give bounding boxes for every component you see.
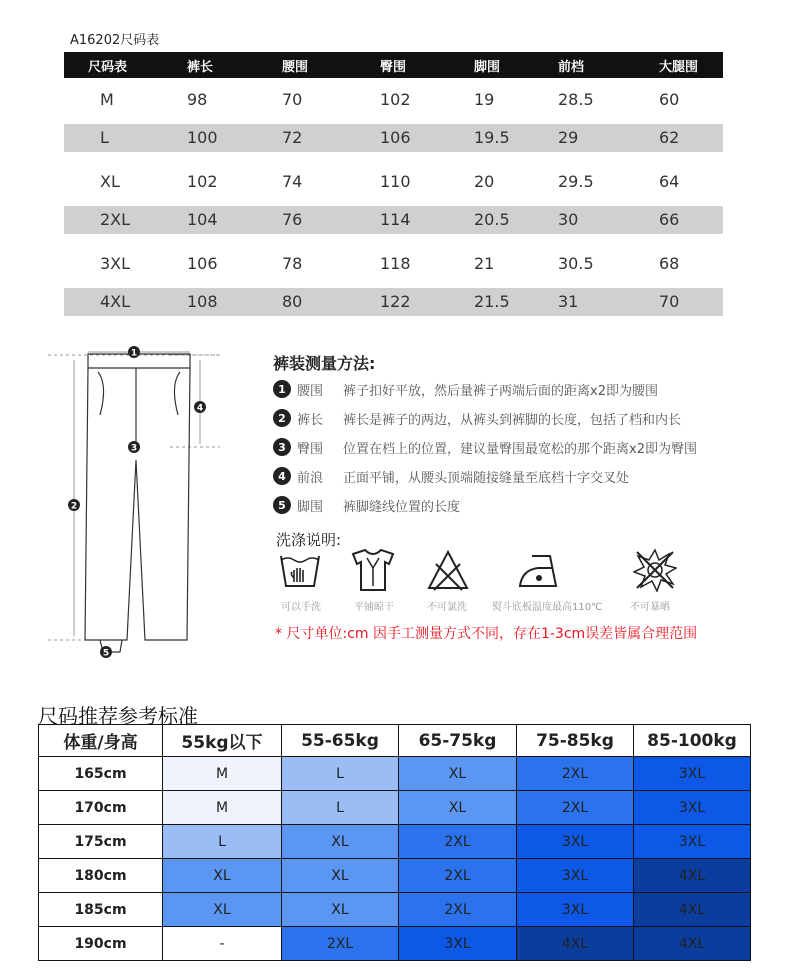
svg-text:5: 5	[102, 648, 110, 659]
measure-desc: 裤子扣好平放，然后量裤子两端后面的距离x2即为腰围	[343, 383, 658, 399]
measure-item	[273, 465, 629, 487]
size-table-header-cell: 臀围	[380, 59, 407, 75]
recommend-size-cell: XL	[399, 757, 517, 791]
size-table-row	[64, 206, 723, 234]
recommend-title: 尺码推荐参考标准	[38, 704, 198, 728]
recommend-size-cell: 3XL	[517, 859, 634, 893]
size-table-cell: 30	[558, 210, 579, 229]
size-table-cell: 64	[659, 172, 680, 191]
recommend-size-cell: 4XL	[634, 927, 751, 961]
size-table-cell: 31	[558, 292, 579, 311]
size-table-cell: 20	[474, 172, 495, 191]
svg-text:4: 4	[196, 403, 204, 414]
measure-desc: 正面平铺，从腰头顶端随接缝量至底档十字交叉处	[343, 470, 630, 486]
hand-wash-icon	[278, 548, 322, 592]
size-table-cell: 66	[659, 210, 680, 229]
size-table-cell: 104	[187, 210, 218, 229]
recommend-height-cell: 180cm	[39, 859, 163, 893]
measure-number-icon: 3	[273, 438, 291, 456]
measure-name: 脚围	[297, 499, 324, 515]
size-table-header	[64, 52, 723, 78]
size-table-cell: 72	[282, 128, 303, 147]
recommend-size-cell: 4XL	[517, 927, 634, 961]
size-table-row	[64, 124, 723, 152]
size-table-cell: 102	[187, 172, 218, 191]
size-table-cell: 102	[380, 90, 411, 109]
recommend-height-cell: 185cm	[39, 893, 163, 927]
size-table-row	[64, 160, 723, 201]
wash-label: 平铺晾干	[354, 602, 394, 613]
recommend-size-cell: 3XL	[634, 825, 751, 859]
size-table-header-cell: 尺码表	[88, 59, 128, 75]
recommend-size-cell: 3XL	[517, 825, 634, 859]
measure-item	[273, 378, 658, 400]
size-table-cell: 78	[282, 254, 303, 273]
no-sun-icon	[633, 548, 677, 592]
pants-diagram	[40, 340, 230, 665]
recommend-size-cell: L	[163, 825, 282, 859]
size-table-cell: 98	[187, 90, 208, 109]
size-table-cell: 100	[187, 128, 218, 147]
size-table-cell: 106	[187, 254, 218, 273]
measure-item	[273, 436, 697, 458]
recommend-row	[39, 757, 751, 791]
recommend-header-cell: 55-65kg	[282, 725, 399, 757]
recommend-header-cell: 75-85kg	[517, 725, 634, 757]
diagram-marker-5	[100, 646, 112, 659]
recommend-size-cell: 2XL	[517, 791, 634, 825]
size-table-header-cell: 前档	[558, 59, 585, 75]
size-table-cell: 3XL	[100, 254, 131, 273]
diagram-marker-3	[128, 441, 140, 454]
recommend-height-cell: 190cm	[39, 927, 163, 961]
size-table-header-cell: 大腿围	[659, 59, 699, 75]
size-table-cell: 19	[474, 90, 495, 109]
recommend-size-cell: 3XL	[634, 791, 751, 825]
recommend-table	[38, 724, 751, 961]
measure-item	[273, 494, 460, 516]
diagram-markers	[68, 346, 206, 659]
recommend-size-cell: XL	[282, 825, 399, 859]
recommend-size-cell: 4XL	[634, 893, 751, 927]
recommend-size-cell: XL	[163, 859, 282, 893]
recommend-size-cell: -	[163, 927, 282, 961]
size-table-cell: 2XL	[100, 210, 131, 229]
wash-label: 不可暴晒	[630, 602, 670, 613]
recommend-height-cell: 165cm	[39, 757, 163, 791]
wash-label: 不可氯洗	[427, 602, 467, 613]
wash-title: 洗涤说明:	[276, 531, 342, 549]
size-table-header-cell: 腰围	[282, 59, 309, 75]
size-table-cell: 20.5	[474, 210, 510, 229]
diagram-marker-2	[68, 499, 80, 512]
size-table-cell: 29.5	[558, 172, 594, 191]
recommend-row	[39, 825, 751, 859]
recommend-size-cell: 2XL	[517, 757, 634, 791]
no-bleach-icon	[426, 548, 470, 592]
diagram-marker-1	[128, 346, 140, 359]
recommend-header-row	[39, 725, 751, 757]
recommend-row	[39, 893, 751, 927]
recommend-header-cell: 65-75kg	[399, 725, 517, 757]
measure-name: 腰围	[297, 383, 324, 399]
iron-icon	[518, 548, 562, 592]
size-table-cell: 19.5	[474, 128, 510, 147]
measure-desc: 位置在档上的位置，建议量臀围最宽松的那个距离x2即为臀围	[343, 441, 697, 457]
size-table-cell: 28.5	[558, 90, 594, 109]
size-table-row	[64, 242, 723, 283]
measure-number-icon: 1	[273, 380, 291, 398]
size-table-cell: M	[100, 90, 114, 109]
size-table-header-cell: 裤长	[187, 59, 214, 75]
recommend-size-cell: L	[282, 791, 399, 825]
wash-label: 熨斗底板温度最高110℃	[492, 602, 603, 613]
recommend-header-cell: 体重/身高	[39, 725, 163, 757]
recommend-header-cell: 55kg以下	[163, 725, 282, 757]
measure-name: 前浪	[297, 470, 324, 486]
size-table-cell: 21.5	[474, 292, 510, 311]
svg-text:1: 1	[130, 348, 138, 359]
recommend-size-cell: 3XL	[517, 893, 634, 927]
wash-label: 可以手洗	[281, 602, 321, 613]
recommend-size-cell: L	[282, 757, 399, 791]
recommend-size-cell: XL	[163, 893, 282, 927]
recommend-size-cell: 2XL	[399, 893, 517, 927]
size-table-row	[64, 78, 723, 119]
size-note: * 尺寸单位:cm 因手工测量方式不同，存在1-3cm误差皆属合理范围	[275, 626, 698, 642]
size-table-cell: 21	[474, 254, 495, 273]
size-table-cell: 76	[282, 210, 303, 229]
recommend-row	[39, 927, 751, 961]
recommend-size-cell: 2XL	[399, 859, 517, 893]
recommend-size-cell: XL	[282, 859, 399, 893]
recommend-header-cell: 85-100kg	[634, 725, 751, 757]
measure-item	[273, 407, 681, 429]
product-code: A16202尺码表	[70, 33, 160, 48]
size-table	[64, 52, 723, 311]
size-table-cell: XL	[100, 172, 120, 191]
recommend-size-cell: 2XL	[282, 927, 399, 961]
size-table-cell: 114	[380, 210, 411, 229]
recommend-size-cell: XL	[399, 791, 517, 825]
size-table-cell: 118	[380, 254, 411, 273]
size-table-cell: 110	[380, 172, 411, 191]
recommend-row	[39, 859, 751, 893]
recommend-size-cell: 4XL	[634, 859, 751, 893]
recommend-size-cell: M	[163, 791, 282, 825]
size-table-cell: 70	[659, 292, 680, 311]
size-table-cell: 60	[659, 90, 680, 109]
measure-title: 裤装测量方法:	[273, 354, 376, 373]
recommend-row	[39, 791, 751, 825]
size-table-header-cell: 脚围	[474, 59, 501, 75]
svg-text:3: 3	[130, 443, 138, 454]
measure-name: 臀围	[297, 441, 324, 457]
measure-number-icon: 2	[273, 409, 291, 427]
size-table-cell: 4XL	[100, 292, 131, 311]
size-table-cell: 62	[659, 128, 680, 147]
recommend-height-cell: 175cm	[39, 825, 163, 859]
recommend-size-cell: 3XL	[634, 757, 751, 791]
recommend-size-cell: 2XL	[399, 825, 517, 859]
diagram-marker-4	[194, 401, 206, 414]
recommend-size-cell: M	[163, 757, 282, 791]
size-table-cell: 80	[282, 292, 303, 311]
recommend-size-cell: 3XL	[399, 927, 517, 961]
measure-number-icon: 5	[273, 496, 291, 514]
size-table-cell: 30.5	[558, 254, 594, 273]
size-table-cell: 122	[380, 292, 411, 311]
size-table-row	[64, 288, 723, 316]
size-table-cell: 68	[659, 254, 680, 273]
measure-number-icon: 4	[273, 467, 291, 485]
size-table-cell: L	[100, 128, 109, 147]
measure-desc: 裤脚缝线位置的长度	[343, 499, 461, 515]
size-table-cell: 29	[558, 128, 579, 147]
recommend-size-cell: XL	[282, 893, 399, 927]
svg-text:2: 2	[70, 501, 78, 512]
measure-name: 裤长	[297, 412, 324, 428]
recommend-height-cell: 170cm	[39, 791, 163, 825]
size-table-cell: 70	[282, 90, 303, 109]
measure-desc: 裤长是裤子的两边，从裤头到裤脚的长度，包括了档和内长	[343, 412, 682, 428]
flat-dry-icon	[351, 548, 395, 592]
size-table-cell: 74	[282, 172, 303, 191]
size-table-cell: 106	[380, 128, 411, 147]
size-table-cell: 108	[187, 292, 218, 311]
